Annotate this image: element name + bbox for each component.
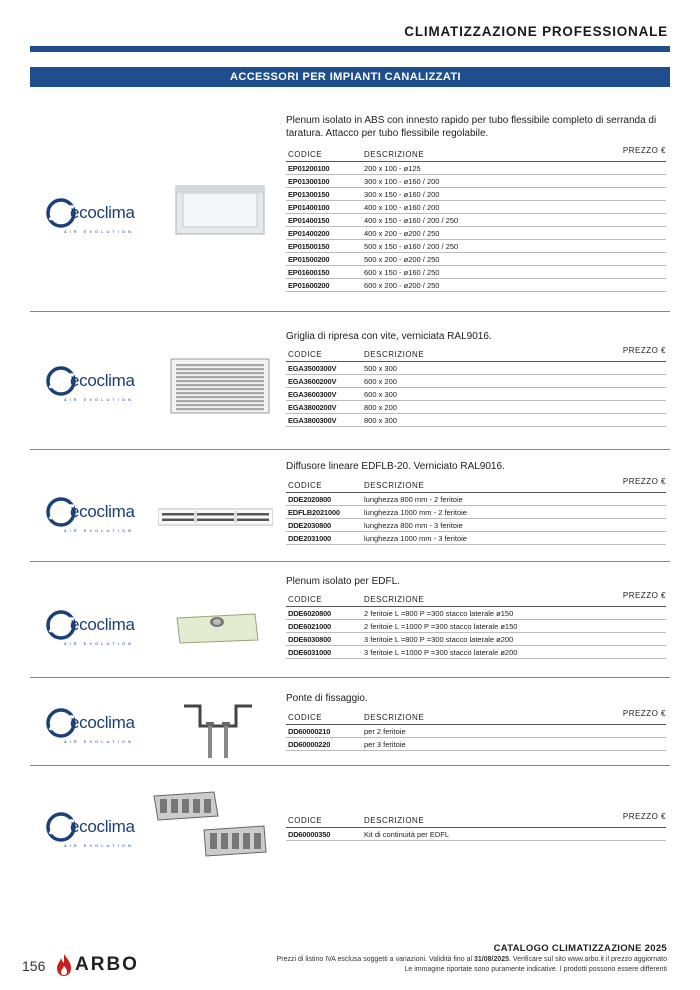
header-code: CODICE — [288, 350, 323, 359]
product-code: EDFLB2021000 — [288, 508, 340, 517]
header-description: DESCRIZIONE — [364, 150, 425, 159]
header-description: DESCRIZIONE — [364, 816, 425, 825]
product-description: Plenum isolato in ABS con innesto rapido per tubo flessibile completo di serranda di taratura. Attacco per tubo flessibile regolabile. — [286, 115, 657, 139]
product-image — [170, 358, 270, 419]
product-row-description: 300 x 100 - ø160 / 200 — [364, 177, 440, 186]
logo-subtitle: AIR EVOLUTION — [64, 641, 134, 646]
product-code: EGA3600300V — [288, 390, 337, 399]
logo-subtitle: AIR EVOLUTION — [64, 229, 134, 234]
product-row-description: 500 x 200 - ø200 / 250 — [364, 255, 440, 264]
table-row — [286, 375, 666, 388]
product-row-description: per 2 feritoie — [364, 727, 406, 736]
table-row — [286, 214, 666, 227]
ecoclima-logo — [46, 366, 156, 412]
header-bar — [30, 46, 670, 52]
product-code: DDE6031000 — [288, 648, 332, 657]
product-row-description: lunghezza 800 mm - 2 feritoie — [364, 495, 463, 504]
flame-icon — [55, 953, 73, 977]
product-code: EP01300100 — [288, 177, 330, 186]
logo-text: ecoclima — [70, 615, 135, 634]
header-price: PREZZO € — [622, 146, 666, 155]
logo-text: ecoclima — [70, 203, 135, 222]
logo-text: ecoclima — [70, 502, 135, 521]
product-block — [30, 455, 670, 543]
product-row-description: lunghezza 800 mm - 3 feritoie — [364, 521, 463, 530]
product-block — [30, 568, 670, 657]
product-code: EGA3800300V — [288, 416, 337, 425]
product-block — [30, 322, 670, 425]
ecoclima-logo — [46, 708, 156, 754]
table-row — [286, 620, 666, 633]
table-row — [286, 646, 666, 659]
product-row-description: 2 feritoie L =800 P =300 stacco laterale ø150 — [364, 609, 514, 618]
header-code: CODICE — [288, 595, 323, 604]
product-code: EP01200100 — [288, 164, 330, 173]
product-code: DD60000210 — [288, 727, 331, 736]
product-code: EGA3500300V — [288, 364, 337, 373]
product-code: DDE6021000 — [288, 622, 332, 631]
table-row — [286, 201, 666, 214]
product-table — [286, 146, 666, 292]
logo-subtitle: AIR EVOLUTION — [64, 528, 134, 533]
header-price: PREZZO € — [622, 709, 666, 718]
section-banner: ACCESSORI PER IMPIANTI CANALIZZATI — [30, 67, 670, 87]
product-image — [175, 185, 265, 240]
product-code: EP01400200 — [288, 229, 330, 238]
ecoclima-logo — [46, 198, 156, 244]
product-row-description: 400 x 200 - ø200 / 250 — [364, 229, 440, 238]
table-row — [286, 162, 666, 175]
header-description: DESCRIZIONE — [364, 481, 425, 490]
product-description: Griglia di ripresa con vite, verniciata RAL9016. — [286, 331, 492, 342]
product-code: DDE2030800 — [288, 521, 332, 530]
product-code: EP01500200 — [288, 255, 330, 264]
header-price: PREZZO € — [622, 812, 666, 821]
header-price: PREZZO € — [622, 591, 666, 600]
header-description: DESCRIZIONE — [364, 595, 425, 604]
product-table — [286, 812, 666, 841]
table-row — [286, 532, 666, 545]
product-code: DDE6030800 — [288, 635, 332, 644]
table-row — [286, 266, 666, 279]
section-divider — [30, 765, 670, 766]
table-row — [286, 401, 666, 414]
product-table — [286, 346, 666, 427]
section-divider — [30, 311, 670, 312]
header-code: CODICE — [288, 816, 323, 825]
table-row — [286, 738, 666, 751]
footer-brand: ARBO — [75, 954, 139, 975]
logo-text: ecoclima — [70, 371, 135, 390]
product-description: Ponte di fissaggio. — [286, 693, 368, 704]
table-row — [286, 240, 666, 253]
table-row — [286, 493, 666, 506]
header-code: CODICE — [288, 713, 323, 722]
table-row — [286, 828, 666, 841]
product-image — [180, 702, 255, 767]
product-table — [286, 477, 666, 545]
product-row-description: 600 x 300 — [364, 390, 397, 399]
logo-subtitle: AIR EVOLUTION — [64, 739, 134, 744]
table-row — [286, 388, 666, 401]
header-description: DESCRIZIONE — [364, 713, 425, 722]
table-header — [286, 709, 666, 725]
product-row-description: 800 x 200 — [364, 403, 397, 412]
section-divider — [30, 561, 670, 562]
product-code: EP01400150 — [288, 216, 330, 225]
product-description: Plenum isolato per EDFL. — [286, 576, 400, 587]
product-image — [152, 790, 267, 865]
header-price: PREZZO € — [622, 477, 666, 486]
product-block — [30, 110, 670, 290]
logo-subtitle: AIR EVOLUTION — [64, 397, 134, 402]
section-divider — [30, 677, 670, 678]
product-row-description: 3 feritoie L =1000 P =300 stacco laterale ø200 — [364, 648, 518, 657]
logo-text: ecoclima — [70, 817, 135, 836]
header-code: CODICE — [288, 150, 323, 159]
table-header — [286, 812, 666, 828]
ecoclima-logo — [46, 610, 156, 656]
table-row — [286, 519, 666, 532]
page-number: 156 — [22, 958, 46, 974]
footer-disclaimer-images: Le immagine riportate sono puramente indicative. I prodotti possono essere differenti — [404, 966, 667, 973]
product-code: DDE2020800 — [288, 495, 332, 504]
table-row — [286, 362, 666, 375]
product-table — [286, 591, 666, 659]
product-code: DDE2031000 — [288, 534, 332, 543]
logo-subtitle: AIR EVOLUTION — [64, 843, 134, 848]
product-code: DD60000220 — [288, 740, 331, 749]
table-header — [286, 346, 666, 362]
page-header-title: CLIMATIZZAZIONE PROFESSIONALE — [404, 24, 668, 39]
product-row-description: 800 x 300 — [364, 416, 397, 425]
table-row — [286, 607, 666, 620]
product-row-description: 400 x 100 - ø160 / 200 — [364, 203, 440, 212]
product-table — [286, 709, 666, 751]
header-code: CODICE — [288, 481, 323, 490]
table-row — [286, 253, 666, 266]
product-code: EP01500150 — [288, 242, 330, 251]
product-row-description: Kit di continuità per EDFL — [364, 830, 450, 839]
ecoclima-logo — [46, 812, 156, 858]
catalog-title: CATALOGO CLIMATIZZAZIONE 2025 — [493, 943, 667, 954]
table-row — [286, 506, 666, 519]
product-code: DD60000350 — [288, 830, 331, 839]
header-price: PREZZO € — [622, 346, 666, 355]
product-row-description: 300 x 150 - ø160 / 200 — [364, 190, 440, 199]
logo-text: ecoclima — [70, 713, 135, 732]
product-code: DDE6020800 — [288, 609, 332, 618]
product-code: EP01600150 — [288, 268, 330, 277]
product-image — [175, 610, 260, 650]
product-row-description: 400 x 150 - ø160 / 200 / 250 — [364, 216, 459, 225]
table-row — [286, 414, 666, 427]
product-block — [30, 790, 670, 848]
product-row-description: 2 feritoie L =1000 P =300 stacco laterale ø150 — [364, 622, 518, 631]
footer-disclaimer-price: Prezzi di listino IVA esclusa soggetti a variazioni. Validità fino al 31/08/2025. Verificare sul sito www.arbo.it il prezzo aggiornato — [276, 956, 667, 963]
table-row — [286, 175, 666, 188]
product-row-description: 600 x 200 - ø200 / 250 — [364, 281, 440, 290]
table-row — [286, 633, 666, 646]
table-row — [286, 188, 666, 201]
product-row-description: 3 feritoie L =800 P =300 stacco laterale ø200 — [364, 635, 514, 644]
table-row — [286, 725, 666, 738]
product-row-description: lunghezza 1000 mm - 2 feritoie — [364, 508, 467, 517]
product-row-description: 500 x 300 — [364, 364, 397, 373]
section-divider — [30, 449, 670, 450]
product-code: EGA3600200V — [288, 377, 337, 386]
product-code: EP01600200 — [288, 281, 330, 290]
table-row — [286, 279, 666, 292]
product-description: Diffusore lineare EDFLB-20. Verniciato RAL9016. — [286, 461, 505, 472]
table-header — [286, 146, 666, 162]
product-row-description: per 3 feritoie — [364, 740, 406, 749]
product-block — [30, 684, 670, 749]
table-header — [286, 591, 666, 607]
product-code: EP01300150 — [288, 190, 330, 199]
product-code: EP01400100 — [288, 203, 330, 212]
product-row-description: lunghezza 1000 mm - 3 feritoie — [364, 534, 467, 543]
product-row-description: 200 x 100 - ø125 — [364, 164, 421, 173]
table-row — [286, 227, 666, 240]
product-row-description: 500 x 150 - ø160 / 200 / 250 — [364, 242, 459, 251]
header-description: DESCRIZIONE — [364, 350, 425, 359]
product-row-description: 600 x 150 - ø160 / 250 — [364, 268, 440, 277]
product-code: EGA3800200V — [288, 403, 337, 412]
arbo-logo — [55, 953, 150, 979]
product-image — [158, 507, 273, 532]
table-header — [286, 477, 666, 493]
product-row-description: 600 x 200 — [364, 377, 397, 386]
ecoclima-logo — [46, 497, 156, 543]
